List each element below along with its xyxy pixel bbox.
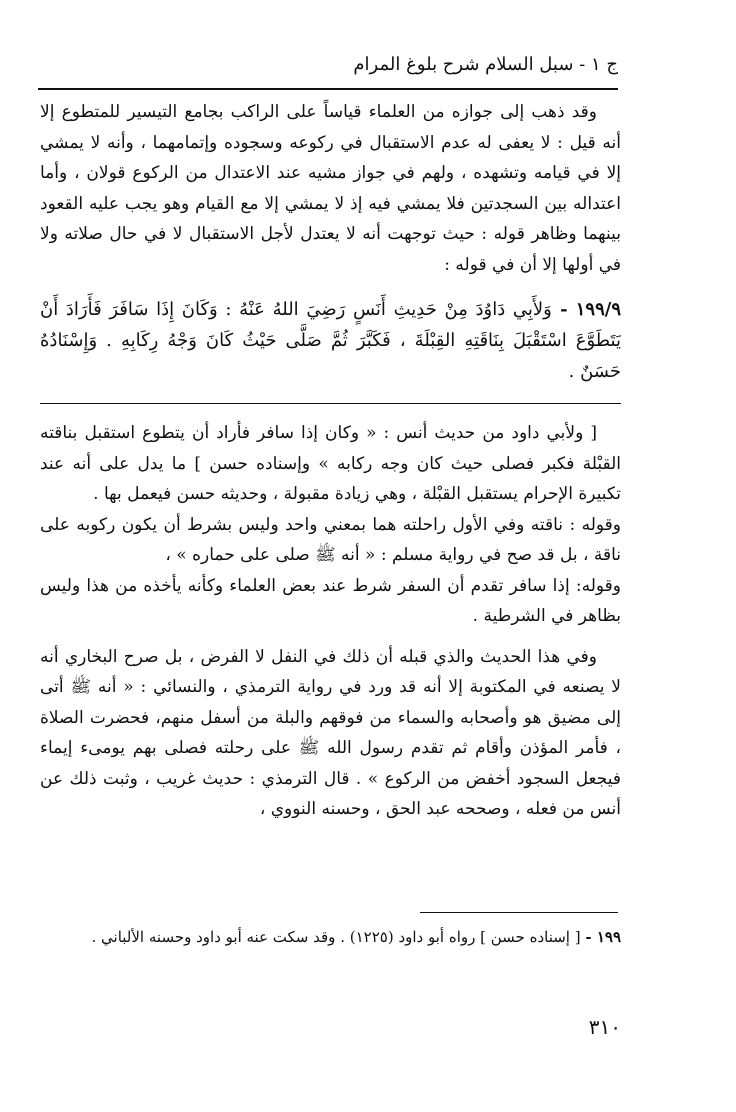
- footnote-rule: [420, 912, 618, 913]
- footnote: [40, 923, 621, 952]
- paragraph-commentary-4: وقوله: إذا سافر تقدم أن السفر شرط عند بعض العلماء وكأنه يأخذه من هذا وليس بظاهر في الشرطية .: [40, 575, 621, 626]
- running-header: ج ١ - سبل السلام شرح بلوغ المرام: [353, 54, 618, 75]
- footnote-number: ١٩٩ -: [585, 928, 621, 946]
- paragraph-commentary-2: [ ولأبي داود من حديث أنس : « وكان إذا سافر فأراد أن يتطوع استقبل بناقته القبْلة فكبر فصلى حيث كان وجه ركابه » وإسناده حسن ] ما يدل على أنه عند تكبيرة الإحرام يستقبل القبْلة ، وهي زيادة مقبولة ، وحديثه حسن فيعمل بها .: [40, 423, 621, 504]
- hadith-body: وَلأَبِي دَاوُدَ مِنْ حَدِيثِ أَنَسٍ رَضِيَ اللهُ عَنْهُ : وَكَانَ إِذَا سَافَرَ فَأَرَادَ أَنْ يَتَطَوَّعَ اسْتَقْبَلَ بِنَاقَتِهِ القِبْلَةَ ، فَكَبَّرَ ثُمَّ صَلَّى حَيْثُ كَانَ وَجْهُ رِكَابِهِ . وَإِسْنَادُهُ حَسَنٌ .: [40, 299, 621, 382]
- hadith-separator: [40, 403, 621, 404]
- footnote-text: [ إسناده حسن ] رواه أبو داود (١٢٢٥) . وقد سكت عنه أبو داود وحسنه الألباني .: [91, 928, 581, 946]
- page-body: [40, 97, 621, 825]
- header-rule: [38, 88, 618, 90]
- hadith-text: [40, 294, 621, 387]
- paragraph-commentary-3: وقوله : ناقته وفي الأول راحلته هما بمعني واحد وليس بشرط أن يكون ركوبه على ناقة ، بل قد صح في رواية مسلم : « أنه ﷺ صلى على حماره » ،: [40, 514, 621, 565]
- paragraph-commentary-1: وقد ذهب إلى جوازه من العلماء قياساً على الراكب بجامع التيسير للمتطوع إلا أنه قيل : لا يعفى له عدم الاستقبال في ركوعه وسجوده وإتمامهما ، وأنه لا يمشي إلا في قيامه وتشهده ، ولهم في جواز مشيه عند الاعتدال من الركوع قولان ، وأما اعتداله بين السجدتين فلا يمشي فيه إذ لا يمشي إلا مع القيام وهو يجب عليه القعود بينهما وظاهر قوله : حيث توجهت أنه لا يعتدل لأجل الاستقبال لا في حال صلاته ولا في أولها إلا أن في قوله :: [40, 102, 621, 275]
- page-number: ٣١٠: [588, 1015, 621, 1039]
- paragraph-commentary-5: وفي هذا الحديث والذي قبله أن ذلك في النفل لا الفرض ، بل صرح البخاري أنه لا يصنعه في المكتوبة إلا أنه قد ورد في رواية الترمذي ، والنسائي : « أنه ﷺ أتى إلى مضيق هو وأصحابه والسماء من فوقهم والبلة من أسفل منهم، فحضرت الصلاة ، فأمر المؤذن وأقام ثم تقدم رسول الله ﷺ على رحلته فصلى بهم يومىء إيماء فيجعل السجود أخفض من الركوع » . قال الترمذي : حديث غريب ، وثبت ذلك عن أنس من فعله ، وصححه عبد الحق ، وحسنه النووي ،: [40, 646, 621, 819]
- hadith-number: ١٩٩/٩ -: [560, 299, 621, 320]
